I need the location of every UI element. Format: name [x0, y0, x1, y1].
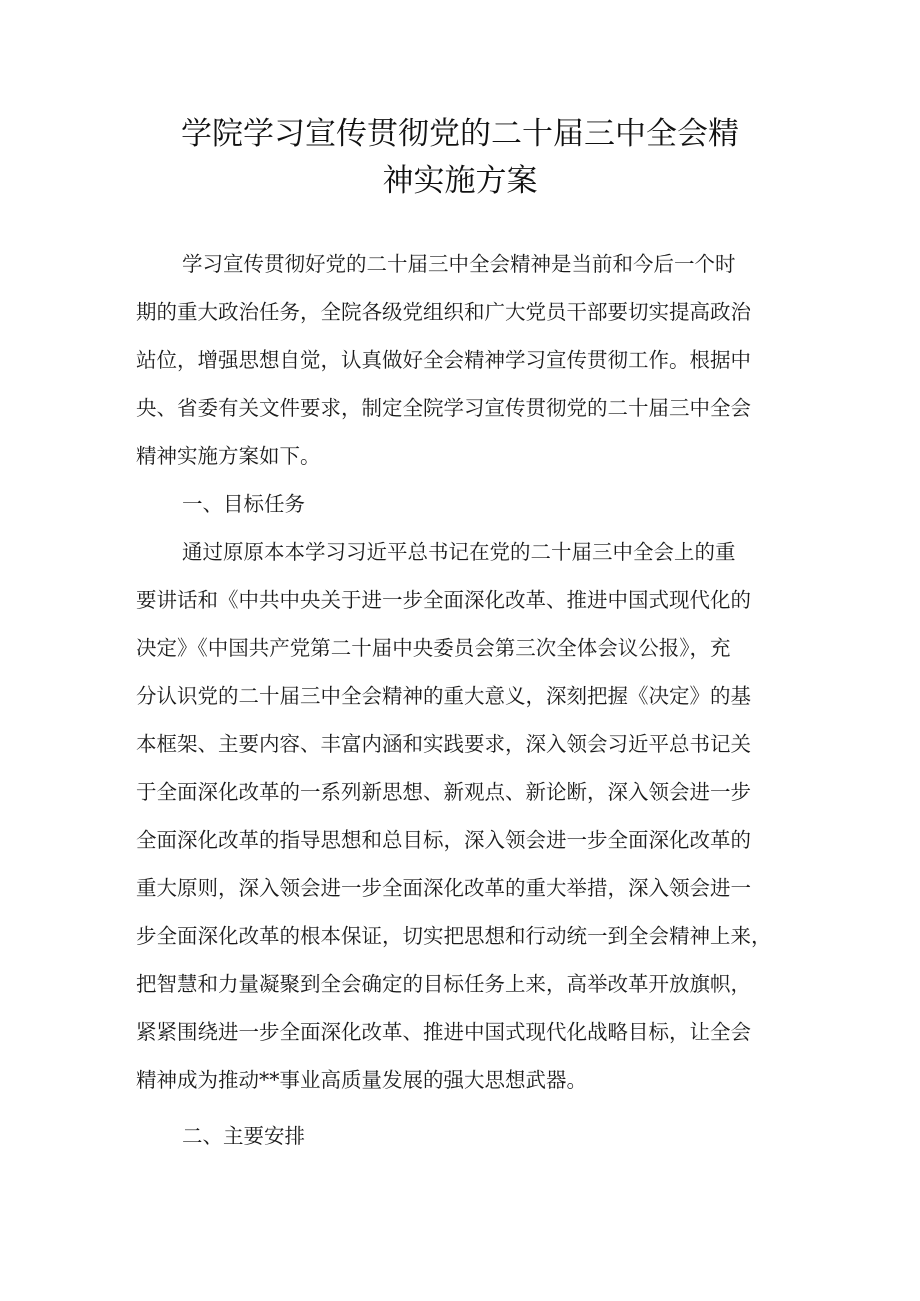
paragraph-1-line-2: 期的重大政治任务，全院各级党组织和广大党员干部要切实提高政治	[136, 300, 751, 324]
document-title-line-2: 神实施方案	[382, 163, 538, 199]
paragraph-1-line-4: 央、省委有关文件要求，制定全院学习宣传贯彻党的二十届三中全会	[136, 396, 751, 420]
paragraph-2-line-8: 重大原则，深入领会进一步全面深化改革的重大举措，深入领会进一	[136, 876, 751, 900]
paragraph-2-line-4: 分认识党的二十届三中全会精神的重大意义，深刻把握《决定》的基	[136, 684, 751, 708]
paragraph-1-line-1: 学习宣传贯彻好党的二十届三中全会精神是当前和今后一个时	[182, 252, 736, 276]
paragraph-2-line-12: 精神成为推动**事业高质量发展的强大思想武器。	[136, 1068, 587, 1092]
paragraph-2-line-2: 要讲话和《中共中央关于进一步全面深化改革、推进中国式现代化的	[136, 588, 751, 612]
paragraph-2-line-1: 通过原原本本学习习近平总书记在党的二十届三中全会上的重	[182, 540, 736, 564]
paragraph-2-line-11: 紧紧围绕进一步全面深化改革、推进中国式现代化战略目标，让全会	[136, 1020, 751, 1044]
paragraph-2-line-10: 把智慧和力量凝聚到全会确定的目标任务上来，高举改革开放旗帜，	[136, 972, 751, 996]
paragraph-2-line-6: 于全面深化改革的一系列新思想、新观点、新论断，深入领会进一步	[136, 780, 751, 804]
paragraph-1-line-3: 站位，增强思想自觉，认真做好全会精神学习宣传贯彻工作。根据中	[136, 348, 751, 372]
paragraph-2-line-5: 本框架、主要内容、丰富内涵和实践要求，深入领会习近平总书记关	[136, 732, 751, 756]
paragraph-1-line-5: 精神实施方案如下。	[136, 444, 321, 468]
paragraph-2-line-9: 步全面深化改革的根本保证，切实把思想和行动统一到全会精神上来，	[136, 924, 772, 948]
paragraph-2-line-7: 全面深化改革的指导思想和总目标，深入领会进一步全面深化改革的	[136, 828, 751, 852]
section-2-heading: 二、主要安排	[182, 1124, 305, 1148]
document-title-line-1: 学院学习宣传贯彻党的二十届三中全会精	[181, 116, 739, 152]
section-1-heading: 一、目标任务	[182, 492, 305, 516]
paragraph-2-line-3: 决定》《中国共产党第二十届中央委员会第三次全体会议公报》，充	[136, 636, 731, 660]
